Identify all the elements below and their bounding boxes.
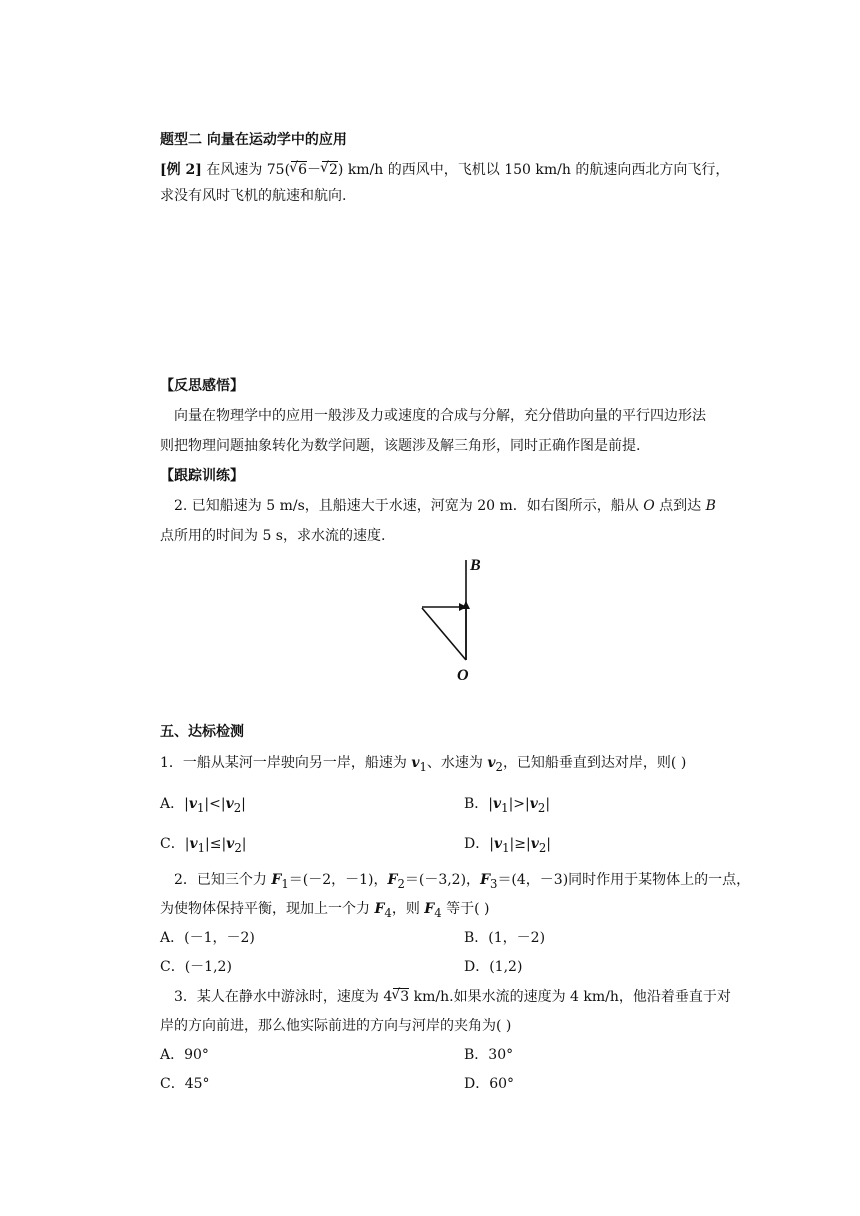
- q2-line2: [160, 899, 489, 923]
- q3-option-b[interactable]: B．30°: [464, 1047, 514, 1063]
- v2-symbol: v: [487, 755, 496, 771]
- q3-line2: 岸的方向前进，那么他实际前进的方向与河岸的夹角为( ): [160, 1018, 512, 1034]
- v2-symbol: v: [530, 836, 539, 852]
- q2-line1: [174, 870, 750, 894]
- abs-bar: |: [241, 836, 247, 852]
- f1-subscript: 1: [281, 876, 289, 891]
- option-letter: B．: [464, 796, 489, 812]
- v2-subscript: 2: [537, 800, 546, 815]
- vector-figure: [410, 550, 500, 685]
- f2-symbol: F: [387, 872, 398, 888]
- v1-symbol: v: [493, 836, 503, 852]
- section-heading-type2: 题型二 向量在运动学中的应用: [160, 132, 347, 148]
- minus-sign: －: [306, 162, 321, 178]
- q2-option-c[interactable]: C．(－1,2): [160, 959, 232, 975]
- v1-symbol: v: [411, 755, 420, 771]
- reflection-heading: 【反思感悟】: [160, 378, 244, 394]
- section5-heading: 五、达标检测: [160, 724, 244, 740]
- v2-subscript: 2: [538, 840, 547, 855]
- q2-option-b[interactable]: B．(1，－2): [464, 930, 546, 946]
- training-line1: [174, 496, 716, 516]
- f1-value: ＝(－2，－1)，: [288, 872, 388, 888]
- f4-subscript: 4: [384, 905, 392, 920]
- option-letter: C．: [160, 836, 185, 852]
- abs-bar: |: [184, 836, 190, 852]
- point-b: B: [705, 498, 716, 514]
- abs-bar: |: [489, 836, 494, 852]
- v1-symbol: v: [188, 796, 197, 812]
- v2-symbol: v: [226, 836, 235, 852]
- q3-text-post: km/h.如果水流的速度为 4 km/h，他沿着垂直于对: [409, 989, 731, 1005]
- sqrt-6-radicand: 6: [298, 162, 307, 178]
- option-letter: D．: [464, 836, 490, 852]
- reflection-line2: 则把物理问题抽象转化为数学问题，该题涉及解三角形，同时正确作图是前提.: [160, 438, 641, 454]
- f2-value: ＝(－3,2)，: [404, 872, 481, 888]
- training-text-mid: 点到达: [654, 498, 706, 514]
- relation-sign: |<|: [204, 796, 226, 812]
- f3-symbol: F: [480, 872, 491, 888]
- relation-sign: |>|: [508, 796, 530, 812]
- example-text: 在风速为 75(: [201, 162, 291, 178]
- example-tag: [例 2]: [160, 162, 202, 178]
- q1-option-c[interactable]: [160, 834, 246, 858]
- v2-symbol: v: [529, 796, 538, 812]
- relation-sign: |≥|: [509, 836, 531, 852]
- v1-subscript: 1: [502, 840, 510, 855]
- q1-option-d[interactable]: [464, 834, 551, 858]
- f4-symbol-2: F: [424, 901, 435, 917]
- q3-option-a[interactable]: A．90°: [160, 1047, 209, 1063]
- v1-symbol: v: [493, 796, 502, 812]
- q2-text: 2．已知三个力: [174, 872, 272, 888]
- abs-bar: |: [184, 796, 189, 812]
- q3-text: 3．某人在静水中游泳时，速度为 4: [174, 989, 393, 1005]
- f3-subscript: 3: [490, 876, 498, 891]
- q2-option-d[interactable]: D．(1,2): [464, 959, 523, 975]
- relation-sign: |≤|: [205, 836, 227, 852]
- q3-option-c[interactable]: C．45°: [160, 1076, 210, 1092]
- q1-option-b[interactable]: [464, 794, 550, 818]
- v2-subscript: 2: [233, 800, 242, 815]
- training-text: 2. 已知船速为 5 m/s，且船速大于水速，河宽为 20 m．如右图所示，船从: [174, 498, 644, 514]
- abs-bar: |: [488, 796, 494, 812]
- f4-symbol: F: [374, 901, 385, 917]
- q1-text: 1．一船从某河一岸驶向另一岸，船速为: [160, 755, 412, 771]
- label-b: B: [470, 557, 481, 574]
- q3-line1: [174, 987, 731, 1007]
- q2-text-4: 等于( ): [441, 901, 490, 917]
- q2-option-a[interactable]: A．(－1，－2): [160, 930, 255, 946]
- abs-bar: |: [545, 796, 551, 812]
- v1-subscript: 1: [501, 800, 509, 815]
- v2-subscript: 2: [495, 759, 503, 774]
- option-letter: A．: [160, 796, 185, 812]
- q1-text-post: ，已知船垂直到达对岸，则( ): [502, 755, 687, 771]
- sqrt-2: [322, 161, 338, 178]
- f4-subscript-2: 4: [434, 905, 442, 920]
- abs-bar: |: [546, 836, 551, 852]
- reflection-line1: 向量在物理学中的应用一般涉及力或速度的合成与分解，充分借助向量的平行四边形法: [174, 408, 706, 424]
- example2-line1: [160, 160, 729, 180]
- v2-subscript: 2: [234, 840, 242, 855]
- training-heading: 【跟踪训练】: [160, 468, 244, 484]
- example-text-post: ) km/h 的西风中，飞机以 150 km/h 的航速向西北方向飞行，: [337, 162, 730, 178]
- q1-text-mid: 、水速为: [426, 755, 488, 771]
- q2-text-3: ，则: [391, 901, 425, 917]
- v1-subscript: 1: [196, 800, 205, 815]
- sqrt-3-radicand: 3: [400, 989, 410, 1005]
- v1-subscript: 1: [197, 840, 205, 855]
- q1-stem: [160, 753, 686, 777]
- q1-option-a[interactable]: [160, 794, 246, 818]
- v1-symbol: v: [189, 836, 198, 852]
- example2-line2: 求没有风时飞机的航速和航向.: [160, 188, 347, 204]
- v2-symbol: v: [225, 796, 234, 812]
- sqrt-2-radicand: 2: [328, 162, 338, 178]
- q3-option-d[interactable]: D．60°: [464, 1076, 515, 1092]
- training-line2: 点所用的时间为 5 s，求水流的速度.: [160, 528, 386, 544]
- q2-text-2: 为使物体保持平衡，现加上一个力: [160, 901, 375, 917]
- f2-subscript: 2: [397, 876, 405, 891]
- f3-value: ＝(4，－3)同时作用于某物体上的一点，: [497, 872, 751, 888]
- sqrt-3: [393, 988, 409, 1005]
- boat-velocity-line: [422, 608, 466, 660]
- abs-bar: |: [241, 796, 246, 812]
- sqrt-6: [291, 161, 307, 178]
- v1-subscript: 1: [419, 759, 427, 774]
- point-o: O: [643, 498, 655, 514]
- f1-symbol: F: [271, 872, 282, 888]
- label-o: O: [457, 667, 469, 684]
